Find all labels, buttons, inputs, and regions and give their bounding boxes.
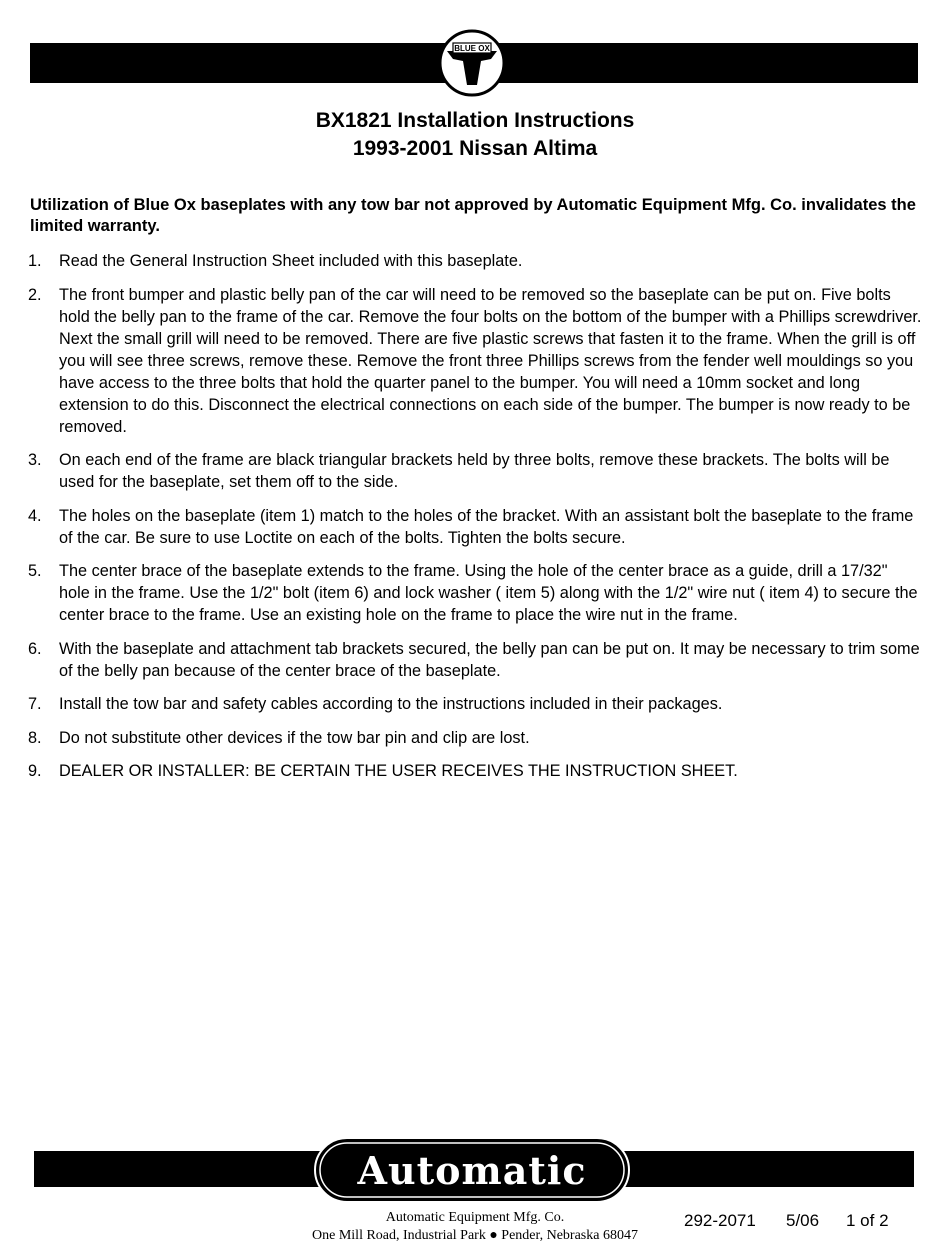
step-item [28,638,922,682]
step-text: Read the General Instruction Sheet included with this baseplate. [59,252,523,270]
logo-text: BLUE OX [454,44,490,53]
vehicle-subtitle: 1993-2001 Nissan Altima [352,137,598,160]
step-number: 1. [28,252,42,270]
step-item [28,284,922,438]
step-number: 2. [28,285,42,304]
step-text: Install the tow bar and safety cables according to the instructions included in their packages. [59,695,723,713]
step-item [28,560,922,626]
part-number: 292-2071 [684,1211,756,1230]
step-item [28,250,922,272]
step-item [28,505,922,549]
company-address: One Mill Road, Industrial Park ● Pender, Nebraska 68047 [312,1228,638,1243]
step-number: 7. [28,695,42,713]
step-text: The center brace of the baseplate extends to the frame. Using the hole of the center brace as a guide, drill a 17/32" hole in the frame. Use the 1/2" bolt (item 6) and lock washer ( item 5) along with the 1/2" wire nut ( item 4) to secure the center brace to the frame. Use an existing hole on the frame to place the wire nut in the frame. [59,562,918,624]
revision-date: 5/06 [786,1211,820,1230]
step-item [28,449,922,493]
automatic-brand-text: Automatic [357,1147,587,1193]
step-text: The holes on the baseplate (item 1) match to the holes of the bracket. With an assistant bolt the baseplate to the frame of the car. Be sure to use Loctite on each of the bolts. Tighten the bolts secure. [59,506,914,547]
step-number: 3. [28,451,42,469]
warranty-warning: Utilization of Blue Ox baseplates with any tow bar not approved by Automatic Equipment Mfg. Co. invalidates the limited warranty. [30,196,916,235]
company-name: Automatic Equipment Mfg. Co. [385,1210,565,1225]
step-number: 8. [28,728,42,747]
step-text: Do not substitute other devices if the tow bar pin and clip are lost. [59,728,530,747]
step-item [28,727,922,749]
document-title: BX1821 Installation Instructions [315,109,635,132]
step-number: 9. [28,762,42,780]
step-item [28,693,922,715]
step-text: DEALER OR INSTALLER: BE CERTAIN THE USER RECEIVES THE INSTRUCTION SHEET. [59,762,738,780]
page-indicator: 1 of 2 [846,1211,889,1230]
step-text: On each end of the frame are black triangular brackets held by three bolts, remove these brackets. The bolts will be used for the baseplate, set them off to the side. [59,451,890,491]
step-text: The front bumper and plastic belly pan of the car will need to be removed so the baseplate can be put on. Five bolts hold the belly pan to the frame of the car. Remove the four bolts on the bottom of the bumper with a Phillips screwdriver. Next the small grill will need to be removed. There are five plastic screws that fasten it to the frame. When the grill is off you will see three screws, remove these. Remove the front three Phillips screws from the fender well mouldings so you have access to the three bolts that hold the quarter panel to the bumper. You will need a 10mm socket and long extension to do this. Disconnect the electrical connections on each side of the bumper. The bumper is now ready to be removed. [59,285,922,436]
step-text: With the baseplate and attachment tab brackets secured, the belly pan can be put on. It may be necessary to trim some of the belly pan because of the center brace of the baseplate. [59,639,920,680]
step-number: 5. [28,562,42,580]
step-number: 4. [28,506,42,525]
step-number: 6. [28,639,42,658]
blue-ox-logo [437,25,507,101]
step-item [28,760,922,782]
instruction-steps [28,250,922,794]
